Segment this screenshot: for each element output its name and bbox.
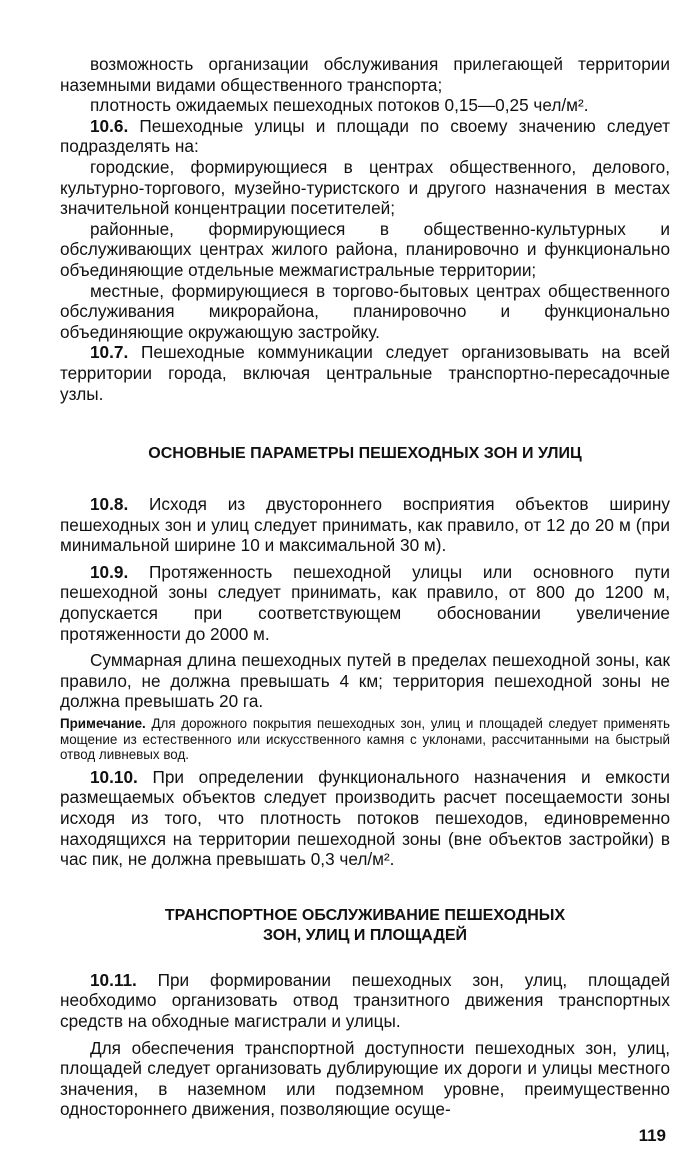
paragraph-intro-1: возможность организации обслуживания прилегающей территории наземными видами общественного транспорта; [60, 54, 670, 95]
paragraph-10-6 [60, 116, 670, 157]
paragraph-10-7 [60, 342, 670, 404]
item-number-10-8: 10.8. [90, 494, 129, 515]
item-number-10-9: 10.9. [90, 561, 129, 582]
item-text-10-7: Пешеходные коммуникации следует организовывать на всей территории города, включая центральные транспортно-пересадочные узлы. [60, 342, 670, 404]
paragraph-10-6-sub1: городские, формирующиеся в центрах общественного, делового, культурно-торгового, музейно-туристского и другого назначения в местах значительной концентрации посетителей; [60, 156, 670, 219]
section-heading-transport-line2: ЗОН, УЛИЦ И ПЛОЩАДЕЙ [262, 926, 468, 944]
section-heading-transport-line1: ТРАНСПОРТНОЕ ОБСЛУЖИВАНИЕ ПЕШЕХОДНЫХ [164, 906, 566, 924]
item-text-10-8: Исходя из двустороннего восприятия объектов ширину пешеходных зон и улиц следует принимать, как правило, от 12 до 20 м (при минимальной ширине 10 и максимальной 30 м). [60, 494, 670, 556]
paragraph-10-10 [60, 767, 670, 870]
paragraph-10-6-sub2: районные, формирующиеся в общественно-культурных и обслуживающих центрах жилого района, планировочно и функционально объединяющие отдельные межмагистральные территории; [60, 218, 670, 280]
page-number: 119 [638, 1126, 666, 1145]
item-text-10-10: При определении функционального назначения и емкости размещаемых объектов следует производить расчет посещаемости зоны исходя из того, что плотность потоков пешеходов, единовременно находящихся на территории пешеходной зоны (вне объектов застройки) в час пик, не должна превышать 0,3 чел/м². [60, 766, 670, 870]
paragraph-10-9-2: Суммарная длина пешеходных путей в пределах пешеходной зоны, как правило, не должна превышать 4 км; территория пешеходной зоны не должна превышать 20 га. [60, 650, 670, 712]
paragraph-intro-2: плотность ожидаемых пешеходных потоков 0,15—0,25 чел/м². [90, 95, 589, 116]
section-heading-parameters: ОСНОВНЫЕ ПАРАМЕТРЫ ПЕШЕХОДНЫХ ЗОН И УЛИЦ [148, 445, 582, 463]
item-number-10-11: 10.11. [90, 969, 137, 990]
note-label: Примечание. [60, 716, 146, 732]
paragraph-10-11 [60, 970, 670, 1032]
item-text-10-9: Протяженность пешеходной улицы или основного пути пешеходной зоны следует принимать, как правило, от 800 до 1200 м, допускается при соответствующем обосновании увеличение протяженности до 2000 м. [60, 561, 670, 644]
paragraph-10-6-sub3: местные, формирующиеся в торгово-бытовых центрах общественного обслуживания микрорайона, планировочно и функционально объединяющие окружающую застройку. [60, 280, 670, 342]
paragraph-10-9 [60, 562, 670, 644]
item-number-10-6: 10.6. [90, 115, 129, 136]
page-body [60, 54, 670, 1120]
item-text-10-11: При формировании пешеходных зон, улиц, площадей необходимо организовать отвод транзитного движения транспортных средств на обходные магистрали и улицы. [60, 969, 670, 1031]
paragraph-10-11-2: Для обеспечения транспортной доступности пешеходных зон, улиц, площадей следует организовать дублирующие их дороги и улицы местного значения, в наземном или подземном уровне, преимущественно одностороннего движения, позволяющие осуще- [60, 1037, 670, 1120]
note-text: Для дорожного покрытия пешеходных зон, улиц и площадей следует применять мощение из естественного или искусственного камня с уклонами, рассчитанными на быстрый отвод ливневых вод. [60, 716, 670, 763]
note-block [60, 716, 670, 763]
paragraph-10-8 [60, 494, 670, 556]
item-text-10-6: Пешеходные улицы и площади по своему значению следует подразделять на: [60, 115, 670, 157]
item-number-10-7: 10.7. [90, 342, 129, 363]
item-number-10-10: 10.10. [90, 766, 138, 787]
